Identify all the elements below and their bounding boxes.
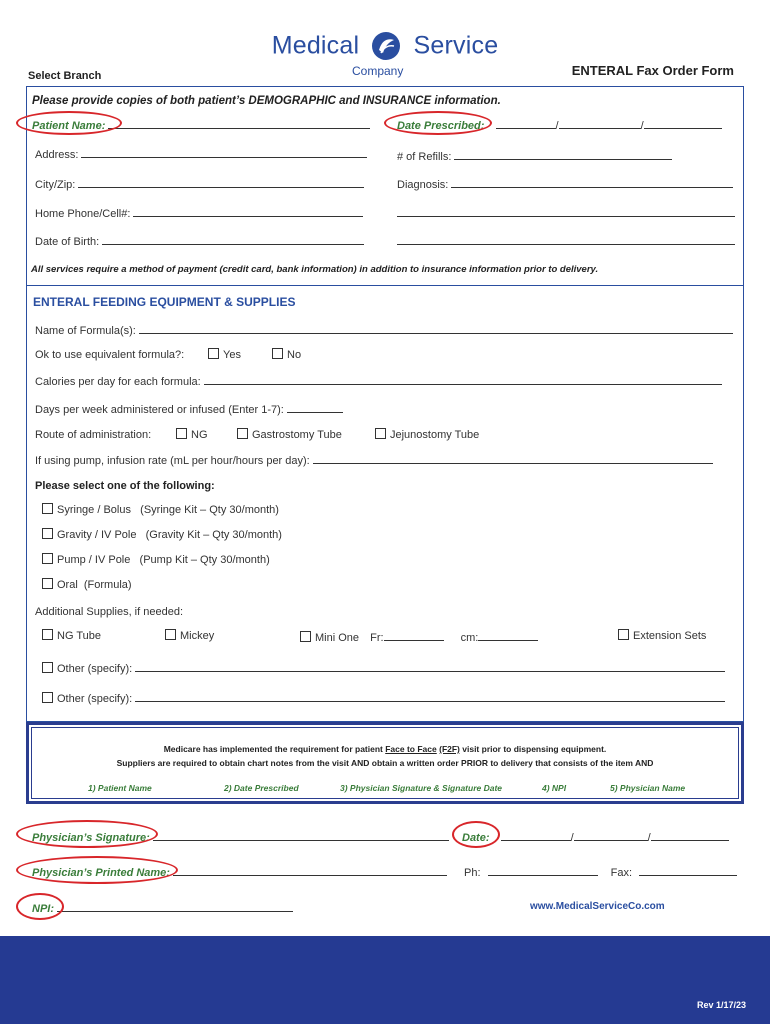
website-link[interactable]: www.MedicalServiceCo.com	[530, 901, 665, 912]
equipment-section-title: ENTERAL FEEDING EQUIPMENT & SUPPLIES	[33, 295, 296, 309]
physician-printed-name-field[interactable]	[173, 864, 447, 876]
requirement-1: 1) Patient Name	[88, 783, 152, 793]
dob-label: Date of Birth:	[35, 236, 100, 248]
option-gravity-label: Gravity / IV Pole (Gravity Kit – Qty 30/month)	[57, 529, 282, 541]
option-pump-checkbox[interactable]	[42, 553, 53, 564]
option-pump-label: Pump / IV Pole (Pump Kit – Qty 30/month)	[57, 554, 270, 566]
supply-mickey-checkbox[interactable]	[165, 629, 176, 640]
option-syringe-checkbox[interactable]	[42, 503, 53, 514]
date-prescribed-day[interactable]	[559, 117, 641, 129]
signature-date-year[interactable]	[651, 829, 729, 841]
brand-logo	[0, 30, 770, 62]
physician-signature-field[interactable]	[153, 829, 449, 841]
requirement-4: 4) NPI	[542, 783, 567, 793]
payment-note: All services require a method of payment (credit card, bank information) in addition to insurance information prior to delivery.	[31, 264, 599, 275]
route-label: Route of administration:	[35, 429, 152, 441]
fr-field[interactable]	[384, 629, 444, 641]
cm-field[interactable]	[478, 629, 538, 641]
home-phone-field[interactable]	[133, 205, 363, 217]
route-ng-checkbox[interactable]	[176, 428, 187, 439]
other-1-checkbox[interactable]	[42, 662, 53, 673]
fr-label: Fr:	[370, 632, 384, 644]
route-gastrostomy-checkbox[interactable]	[237, 428, 248, 439]
date-prescribed-label: Date Prescribed:	[397, 120, 485, 132]
city-zip-label: City/Zip:	[35, 179, 76, 191]
additional-supplies-label: Additional Supplies, if needed:	[35, 606, 183, 618]
address-label: Address:	[35, 149, 79, 161]
diagnosis-field-line-2[interactable]	[397, 205, 735, 217]
option-syringe-label: Syringe / Bolus (Syringe Kit – Qty 30/month)	[57, 504, 279, 516]
diagnosis-field[interactable]	[451, 176, 733, 188]
other-2-checkbox[interactable]	[42, 692, 53, 703]
physician-signature-label: Physician’s Signature:	[32, 832, 150, 844]
phone-field[interactable]	[488, 864, 598, 876]
pump-rate-label: If using pump, infusion rate (mL per hour/hours per day):	[35, 455, 310, 467]
physician-signature-highlight	[16, 820, 158, 848]
medicare-notice	[26, 722, 744, 804]
brand-subtitle: Company	[352, 64, 404, 78]
dob-field[interactable]	[102, 233, 364, 245]
notice-line-1: Medicare has implemented the requirement for patient Face to Face (F2F) visit prior to dispensing equipment.	[163, 744, 607, 754]
supply-mini-one-label: Mini One	[315, 632, 360, 644]
refills-label: # of Refills:	[397, 151, 452, 163]
phone-label: Ph:	[464, 867, 481, 879]
physician-printed-name-label: Physician’s Printed Name:	[32, 867, 170, 879]
select-one-label: Please select one of the following:	[35, 480, 215, 492]
signature-date-month[interactable]	[501, 829, 571, 841]
supply-mini-one-checkbox[interactable]	[300, 631, 311, 642]
brand-name-right: Service	[413, 31, 499, 60]
days-per-week-label: Days per week administered or infused (Enter 1-7):	[35, 404, 284, 416]
npi-label: NPI:	[32, 903, 54, 915]
supply-ng-tube-checkbox[interactable]	[42, 629, 53, 640]
logo-icon	[370, 30, 402, 62]
patient-name-highlight	[16, 111, 122, 135]
calories-label: Calories per day for each formula:	[35, 376, 201, 388]
option-gravity-checkbox[interactable]	[42, 528, 53, 539]
calories-field[interactable]	[204, 373, 722, 385]
diagnosis-field-line-3[interactable]	[397, 233, 735, 245]
equivalent-no-checkbox[interactable]	[272, 348, 283, 359]
signature-date-highlight	[452, 821, 500, 848]
route-gastrostomy-label: Gastrostomy Tube	[252, 429, 342, 441]
other-1-field[interactable]	[135, 660, 725, 672]
patient-name-field[interactable]	[108, 117, 370, 129]
formula-name-field[interactable]	[139, 322, 733, 334]
fax-label: Fax:	[610, 867, 633, 879]
equivalent-yes-label: Yes	[223, 349, 241, 361]
date-prescribed-year[interactable]	[644, 117, 722, 129]
home-phone-label: Home Phone/Cell#:	[35, 208, 131, 220]
option-oral-label: Oral (Formula)	[57, 579, 132, 591]
formula-name-label: Name of Formula(s):	[35, 325, 136, 337]
city-zip-field[interactable]	[78, 176, 364, 188]
supply-ng-tube-label: NG Tube	[57, 630, 102, 642]
equivalent-formula-label: Ok to use equivalent formula?:	[35, 349, 185, 361]
pump-rate-field[interactable]	[313, 452, 713, 464]
refills-field[interactable]	[454, 148, 672, 160]
requirement-3: 3) Physician Signature & Signature Date	[340, 783, 503, 793]
equivalent-no-label: No	[287, 349, 302, 361]
section-divider	[26, 285, 744, 286]
npi-field[interactable]	[57, 900, 293, 912]
date-prescribed-month[interactable]	[496, 117, 556, 129]
physician-printed-name-highlight	[16, 856, 178, 884]
brand-name-left: Medical	[271, 31, 360, 60]
option-oral-checkbox[interactable]	[42, 578, 53, 589]
equivalent-yes-checkbox[interactable]	[208, 348, 219, 359]
date-prescribed-highlight	[384, 111, 492, 135]
route-jejunostomy-checkbox[interactable]	[375, 428, 386, 439]
supply-extension-sets-label: Extension Sets	[633, 630, 707, 642]
route-ng-label: NG	[191, 429, 208, 441]
route-jejunostomy-label: Jejunostomy Tube	[390, 429, 480, 441]
address-field[interactable]	[81, 146, 367, 158]
requirement-5: 5) Physician Name	[610, 783, 686, 793]
signature-date-label: Date:	[462, 832, 490, 844]
notice-line-2: Suppliers are required to obtain chart notes from the visit AND obtain a written order PRIOR to delivery that consists of the item AND	[116, 758, 654, 768]
other-2-field[interactable]	[135, 690, 725, 702]
other-2-label: Other (specify):	[57, 693, 133, 705]
cm-label: cm:	[460, 632, 479, 644]
revision-label: Rev 1/17/23	[696, 1000, 746, 1010]
footer-bar	[0, 936, 770, 1024]
supply-extension-sets-checkbox[interactable]	[618, 629, 629, 640]
days-per-week-field[interactable]	[287, 401, 343, 413]
diagnosis-label: Diagnosis:	[397, 179, 449, 191]
npi-highlight	[16, 893, 64, 920]
signature-date-day[interactable]	[574, 829, 648, 841]
supply-mickey-label: Mickey	[180, 630, 215, 642]
other-1-label: Other (specify):	[57, 663, 133, 675]
select-branch[interactable]: Select Branch	[28, 70, 102, 82]
fax-field[interactable]	[639, 864, 737, 876]
form-title: ENTERAL Fax Order Form	[571, 63, 734, 78]
requirement-2: 2) Date Prescribed	[224, 783, 299, 793]
instructions: Please provide copies of both patient’s DEMOGRAPHIC and INSURANCE information.	[32, 95, 501, 107]
patient-name-label: Patient Name:	[32, 120, 106, 132]
